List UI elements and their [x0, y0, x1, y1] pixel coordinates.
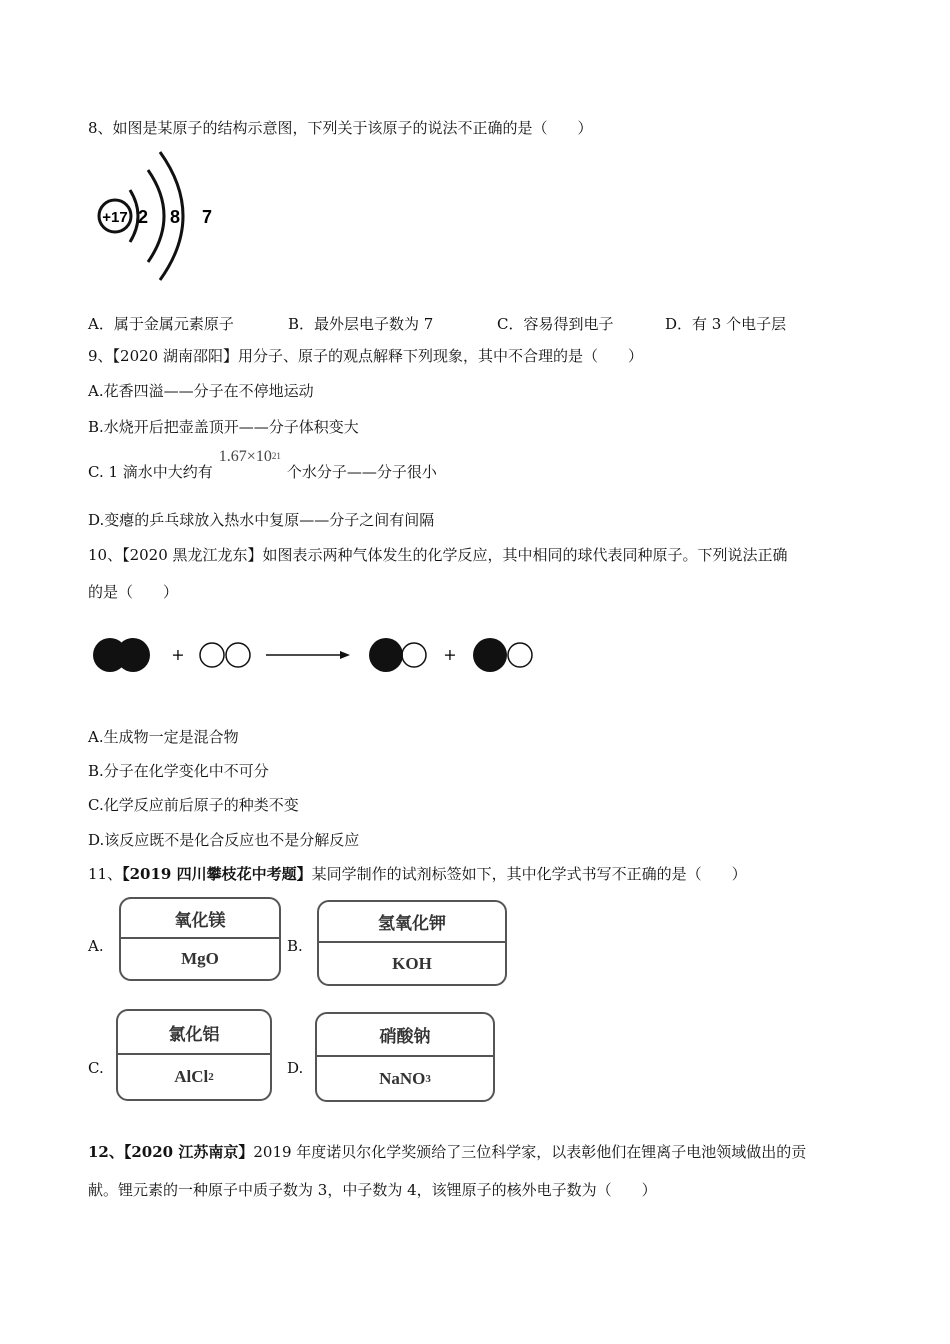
- label-letter-d: D.: [287, 1059, 304, 1077]
- q10-option-d: D.该反应既不是化合反应也不是分解反应: [88, 831, 360, 849]
- reaction-diagram: [88, 632, 548, 678]
- q10-option-c: C.化学反应前后原子的种类不变: [88, 796, 299, 814]
- label-letter-b: B.: [287, 937, 303, 955]
- q9-option-c: C. 1 滴水中大约有$1.67\times 10^{21}$个水分子——分子很小: [88, 448, 437, 481]
- q8-option-c: C．容易得到电子: [497, 315, 614, 333]
- nucleus-charge: +17: [102, 209, 128, 226]
- q8-option-b: B．最外层电子数为 7: [288, 315, 434, 333]
- atom-structure-diagram: [88, 148, 218, 288]
- plus-sign: +: [443, 645, 457, 664]
- q12-stem: 12、【2020 江苏南京】2019 年度诺贝尔化学奖颁给了三位科学家，以表彰他们在锂离子电池领域做出的贡: [88, 1143, 807, 1161]
- reagent-label-b: 氢氧化钾 KOH: [317, 900, 507, 986]
- q10-option-b: B.分子在化学变化中不可分: [88, 762, 269, 780]
- reagent-label-c: 氯化铝 AlCl 2: [116, 1009, 272, 1101]
- q9-option-d: D.变瘪的乒乓球放入热水中复原——分子之间有间隔: [88, 511, 435, 529]
- reagent-label-d: 硝酸钠 NaNO 3: [315, 1012, 495, 1102]
- q8-stem: 8、如图是某原子的结构示意图，下列关于该原子的说法不正确的是（ ）: [88, 119, 593, 137]
- q10-stem-cont: 的是（ ）: [88, 583, 179, 601]
- q10-option-a: A.生成物一定是混合物: [88, 728, 239, 746]
- shell-1-count: 2: [138, 207, 149, 227]
- reagent-label-a: 氧化镁 MgO: [119, 897, 281, 981]
- q10-stem: 10、【2020 黑龙江龙东】如图表示两种气体发生的化学反应，其中相同的球代表同种原子。下列说法正确: [88, 546, 788, 564]
- q8-option-d: D．有 3 个电子层: [665, 315, 787, 333]
- q9-option-b: B.水烧开后把壶盖顶开——分子体积变大: [88, 418, 359, 436]
- scientific-number: $1.67\times 10^{21}$: [218, 448, 281, 465]
- q9-option-a: A.花香四溢——分子在不停地运动: [88, 382, 314, 400]
- shell-3-count: 7: [202, 207, 213, 227]
- plus-sign: +: [171, 645, 185, 664]
- q8-option-a: A．属于金属元素原子: [88, 315, 234, 333]
- q9-stem: 9、【2020 湖南邵阳】用分子、原子的观点解释下列现象，其中不合理的是（ ）: [88, 347, 644, 365]
- label-letter-c: C.: [88, 1059, 104, 1077]
- q11-stem: 11、【2019 四川攀枝花中考题】某同学制作的试剂标签如下，其中化学式书写不正确的是（ ）: [88, 865, 747, 883]
- q12-stem-cont: 献。锂元素的一种原子中质子数为 3，中子数为 4，该锂原子的核外电子数为（ ）: [88, 1181, 657, 1199]
- shell-2-count: 8: [170, 207, 181, 227]
- label-letter-a: A.: [88, 937, 104, 955]
